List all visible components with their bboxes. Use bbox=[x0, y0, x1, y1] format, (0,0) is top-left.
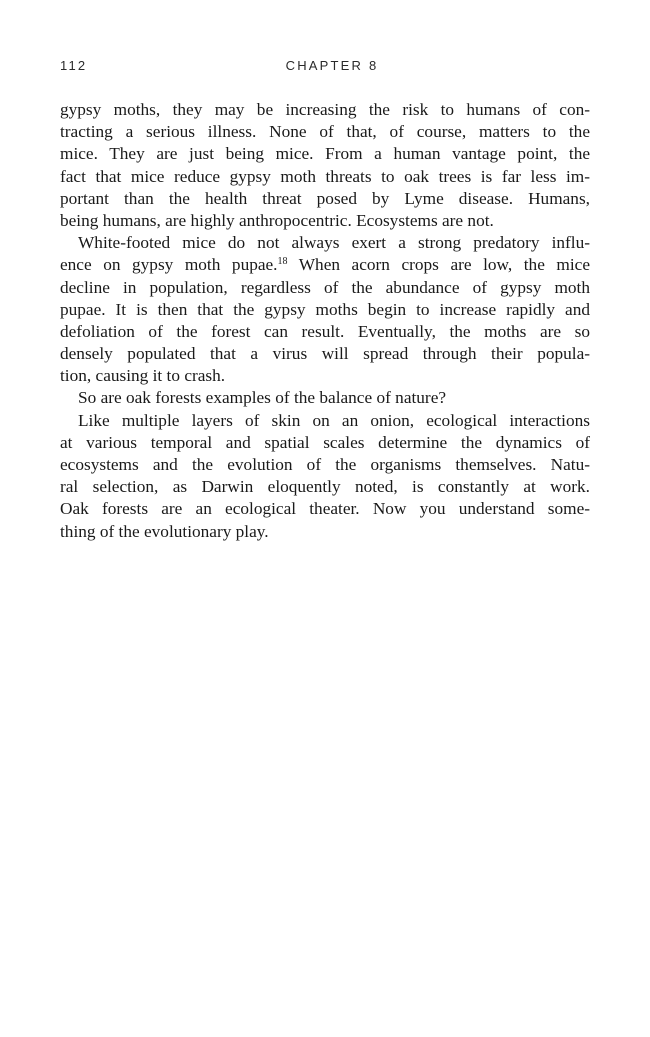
text-fragment: ence on gypsy moth pupae. bbox=[60, 255, 278, 275]
text-line: at various temporal and spatial scales determine the dynamics of bbox=[60, 432, 590, 452]
text-line: being humans, are highly anthropocentric. Ecosystems are not. bbox=[60, 210, 494, 230]
text-line: White-footed mice do not always exert a strong predatory influ- bbox=[78, 233, 590, 253]
footnote-reference: 18 bbox=[277, 256, 288, 268]
text-line: mice. They are just being mice. From a human vantage point, the bbox=[60, 144, 590, 164]
text-line: densely populated that a virus will spread through their popula- bbox=[60, 344, 590, 364]
text-line: So are oak forests examples of the balance of nature? bbox=[78, 388, 447, 408]
text-line: Oak forests are an ecological theater. Now you understand some- bbox=[60, 499, 590, 519]
body-text bbox=[60, 99, 590, 543]
running-head bbox=[60, 58, 590, 78]
page-number: 112 bbox=[60, 58, 88, 73]
text-line: fact that mice reduce gypsy moth threats to oak trees is far less im- bbox=[60, 166, 590, 186]
text-line bbox=[60, 254, 590, 276]
text-line: pupae. It is then that the gypsy moths begin to increase rapidly and bbox=[60, 299, 590, 319]
text-line: ecosystems and the evolution of the organisms themselves. Natu- bbox=[60, 455, 590, 474]
text-line: defoliation of the forest can result. Eventually, the moths are so bbox=[60, 321, 590, 341]
chapter-title: CHAPTER 8 bbox=[285, 58, 379, 73]
text-line: ral selection, as Darwin eloquently noted, is constantly at work. bbox=[60, 477, 590, 497]
text-line: tracting a serious illness. None of that, of course, matters to the bbox=[60, 122, 590, 142]
text-fragment: When acorn crops are low, the mice bbox=[287, 255, 590, 275]
text-line: gypsy moths, they may be increasing the risk to humans of con- bbox=[60, 100, 590, 119]
text-line: decline in population, regardless of the abundance of gypsy moth bbox=[60, 277, 590, 297]
text-line: Like multiple layers of skin on an onion, ecological interactions bbox=[78, 410, 590, 430]
text-line: thing of the evolutionary play. bbox=[60, 521, 269, 541]
text-line: portant than the health threat posed by Lyme disease. Humans, bbox=[60, 188, 590, 208]
text-line: tion, causing it to crash. bbox=[60, 366, 226, 386]
